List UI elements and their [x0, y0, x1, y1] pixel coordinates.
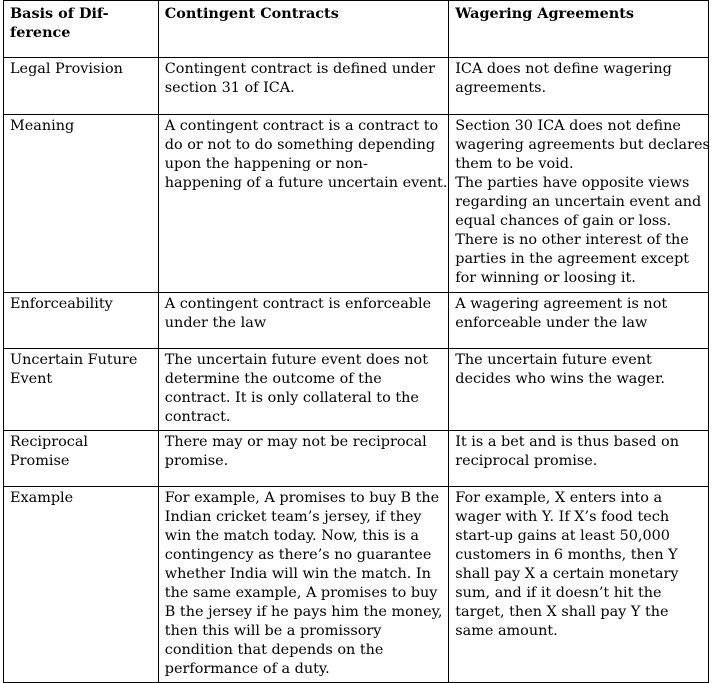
basis-cell — [4, 293, 159, 349]
cell-text-line: for winning or loosing it. — [455, 270, 636, 286]
wagering-cell — [449, 58, 709, 115]
cell-text-line: It is a bet and is thus based on — [455, 434, 679, 450]
header-wagering — [449, 1, 709, 58]
cell-text-line: promise. — [164, 453, 229, 469]
cell-text-line: The parties have opposite views — [455, 175, 690, 191]
cell-text-line: wager with Y. If X’s food tech — [455, 509, 670, 525]
cell-text-line: regarding an uncertain event and — [455, 194, 702, 210]
contingent-cell — [158, 487, 448, 683]
cell-text-line: Uncertain Future — [10, 352, 138, 368]
contingent-cell — [158, 431, 448, 487]
wagering-cell — [449, 293, 709, 349]
cell-text-line: Promise — [10, 453, 70, 469]
cell-text-line: Indian cricket team’s jersey, if they — [164, 509, 422, 525]
cell-text-line: win the match today. Now, this is a — [164, 528, 419, 544]
cell-text-line: customers in 6 months, then Y — [455, 547, 678, 563]
cell-text-line: determine the outcome of the — [164, 371, 382, 387]
cell-text-line: Section 30 ICA does not define — [455, 118, 681, 134]
cell-text-line: contract. It is only collateral to the — [164, 390, 419, 406]
cell-text-line: enforceable under the law — [455, 315, 648, 331]
table-row — [4, 115, 709, 293]
cell-text-line: contingency as there’s no guarantee — [164, 547, 432, 563]
header-text-line: Contingent Contracts — [164, 5, 339, 22]
cell-text-line: happening of a future uncertain event. — [164, 175, 448, 191]
cell-text-line: condition that depends on the — [164, 642, 384, 658]
table-row — [4, 293, 709, 349]
cell-text-line: do or not to do something depending — [164, 137, 436, 153]
cell-text-line: whether India will win the match. In — [164, 566, 431, 582]
cell-text-line: same amount. — [455, 623, 558, 639]
cell-text-line: A wagering agreement is not — [455, 296, 668, 312]
cell-text-line: shall pay X a certain monetary — [455, 566, 679, 582]
cell-text-line: them to be void. — [455, 156, 574, 172]
cell-text-line: Example — [10, 490, 74, 506]
cell-text-line: agreements. — [455, 80, 547, 96]
wagering-cell — [449, 431, 709, 487]
cell-text-line: For example, A promises to buy B the — [164, 490, 440, 506]
cell-text-line: ICA does not define wagering — [455, 61, 672, 77]
wagering-cell — [449, 115, 709, 293]
cell-text-line: Reciprocal — [10, 434, 89, 450]
cell-text-line: sum, and if it doesn’t hit the — [455, 585, 662, 601]
wagering-cell — [449, 487, 709, 683]
contingent-cell — [158, 115, 448, 293]
cell-text-line: contract. — [164, 409, 231, 425]
header-text-line: Wagering Agreements — [455, 5, 635, 22]
cell-text-line: A contingent contract is a contract to — [164, 118, 439, 134]
cell-text-line: For example, X enters into a — [455, 490, 663, 506]
table-row — [4, 58, 709, 115]
comparison-table — [3, 0, 709, 683]
header-text-line: ference — [10, 24, 71, 41]
cell-text-line: Contingent contract is defined under — [164, 61, 435, 77]
cell-text-line: Event — [10, 371, 53, 387]
cell-text-line: upon the happening or non- — [164, 156, 368, 172]
table-row — [4, 349, 709, 431]
cell-text-line: The uncertain future event does not — [164, 352, 429, 368]
cell-text-line: under the law — [164, 315, 267, 331]
contingent-cell — [158, 293, 448, 349]
cell-text-line: equal chances of gain or loss. — [455, 213, 672, 229]
cell-text-line: target, then X shall pay Y the — [455, 604, 669, 620]
header-basis — [4, 1, 159, 58]
contingent-cell — [158, 58, 448, 115]
cell-text-line: wagering agreements but declares — [455, 137, 710, 153]
cell-text-line: There may or may not be reciprocal — [164, 434, 427, 450]
header-row — [4, 1, 709, 58]
cell-text-line: B the jersey if he pays him the money, — [164, 604, 443, 620]
table-row — [4, 487, 709, 683]
cell-text-line: parties in the agreement except — [455, 251, 690, 267]
cell-text-line: Enforceability — [10, 296, 113, 312]
basis-cell — [4, 115, 159, 293]
wagering-cell — [449, 349, 709, 431]
header-text-line: Basis of Dif- — [10, 5, 109, 22]
table-row — [4, 431, 709, 487]
basis-cell — [4, 431, 159, 487]
cell-text-line: section 31 of ICA. — [164, 80, 295, 96]
cell-text-line: A contingent contract is enforceable — [164, 296, 432, 312]
cell-text-line: Legal Provision — [10, 61, 123, 77]
cell-text-line: then this will be a promissory — [164, 623, 382, 639]
cell-text-line: start-up gains at least 50,000 — [455, 528, 670, 544]
cell-text-line: reciprocal promise. — [455, 453, 598, 469]
contingent-cell — [158, 349, 448, 431]
cell-text-line: decides who wins the wager. — [455, 371, 665, 387]
cell-text-line: performance of a duty. — [164, 661, 330, 677]
cell-text-line: Meaning — [10, 118, 75, 134]
cell-text-line: There is no other interest of the — [455, 232, 689, 248]
cell-text-line: The uncertain future event — [455, 352, 652, 368]
cell-text-line: the same example, A promises to buy — [164, 585, 438, 601]
basis-cell — [4, 349, 159, 431]
basis-cell — [4, 487, 159, 683]
basis-cell — [4, 58, 159, 115]
header-contingent — [158, 1, 448, 58]
